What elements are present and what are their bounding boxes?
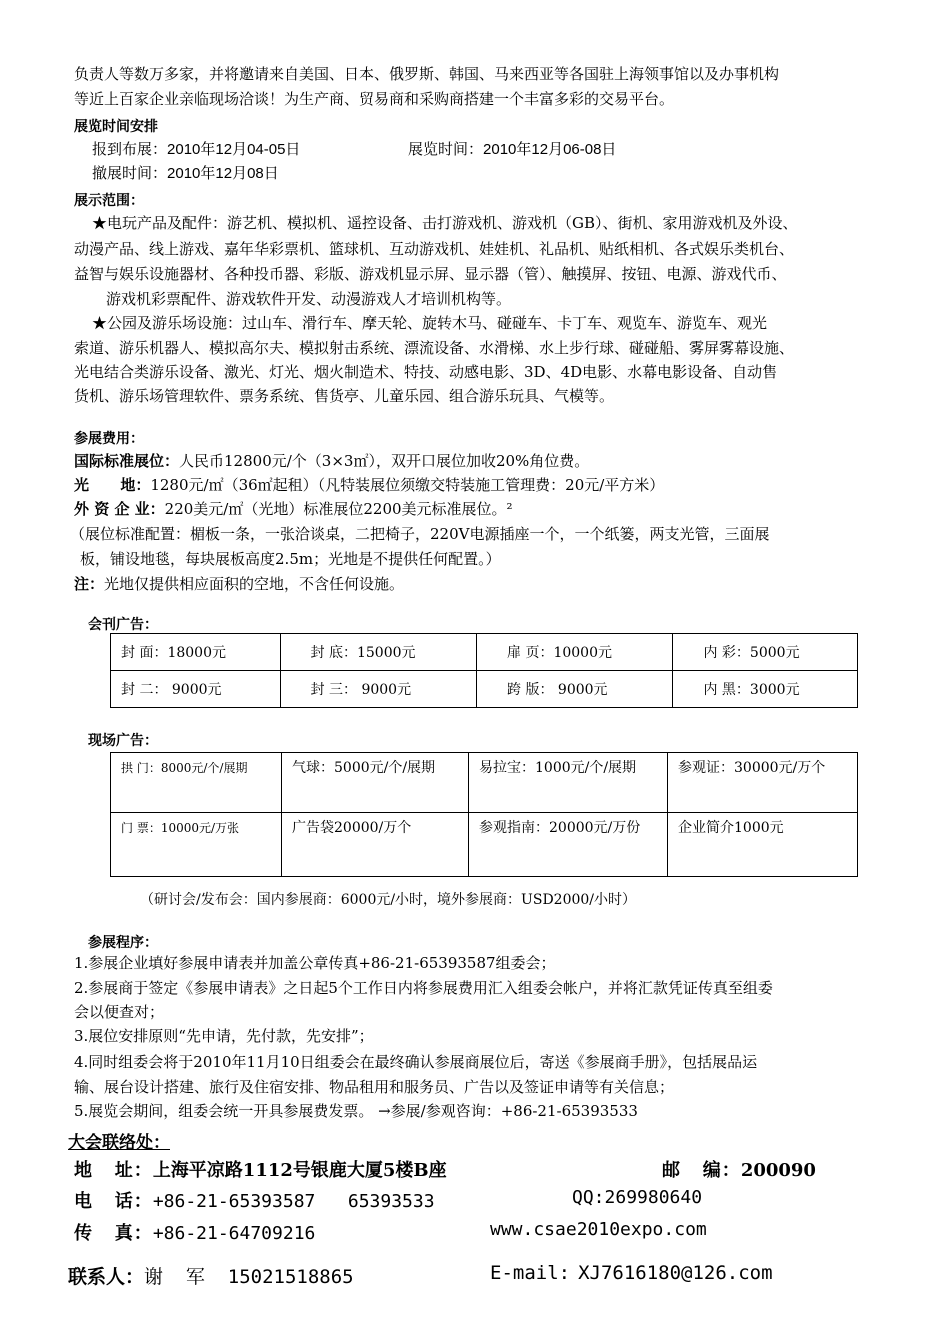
qq-label: QQ: (572, 1187, 605, 1208)
fax-label: 传 真： (74, 1223, 153, 1244)
contact-email[interactable] (490, 1262, 773, 1284)
address-value: 上海平凉路1112号银鹿大厦5楼B座 (152, 1160, 447, 1181)
journal-ads-table (110, 633, 858, 708)
table-cell: 广告袋20000/万个 (282, 813, 469, 877)
checkin-label: 报到布展： (92, 140, 168, 158)
fee-foreign (74, 499, 513, 520)
table-row (111, 634, 858, 671)
fee-raw (74, 475, 664, 496)
fee-intl-label: 国际标准展位： (74, 452, 180, 470)
schedule-teardown (92, 163, 279, 184)
site-ads-heading: 现场广告： (88, 733, 158, 749)
table-cell: 拱 门：8000元/个/展期 (111, 753, 282, 813)
table-cell: 扉 页：10000元 (477, 634, 673, 671)
table-cell: 跨 版： 9000元 (477, 671, 673, 708)
fee-note-value: 光地仅提供相应面积的空地，不含任何设施。 (104, 575, 405, 593)
email-value[interactable]: XJ7616180@126.com (578, 1262, 773, 1284)
table-cell: 封 面：18000元 (111, 634, 281, 671)
fee-foreign-value: 220美元/㎡（光地）标准展位2200美元标准展位。² (164, 500, 513, 518)
scope-para2-line: ★公园及游乐场设施：过山车、滑行车、摩天轮、旋转木马、碰碰车、卡丁车、观览车、游览车、观光 (92, 314, 768, 332)
fax-value: +86-21-64709216 (152, 1223, 316, 1244)
fee-config-line-1: （展位标准配置：楣板一条，一张洽谈桌，二把椅子，220V电源插座一个，一个纸篓，两支光管，三面展 (70, 525, 770, 543)
fees-heading: 参展费用： (74, 431, 144, 447)
procedure-line: 输、展台设计搭建、旅行及住宿安排、物品租用和服务员、广告以及签证申请等有关信息； (74, 1078, 675, 1096)
table-cell: 参观指南：20000元/万份 (469, 813, 668, 877)
intro-line-1: 负责人等数万多家，并将邀请来自美国、日本、俄罗斯、韩国、马来西亚等各国驻上海领事馆以及办事机构 (74, 65, 780, 83)
table-row (111, 753, 858, 813)
postcode-label: 邮 编： (662, 1160, 741, 1181)
procedure-line: 1.参展企业填好参展申请表并加盖公章传真+86-21-65393587组委会； (74, 954, 556, 972)
procedure-line: 5.展览会期间，组委会统一开具参展费发票。 →参展/参观咨询：+86-21-65393533 (74, 1102, 638, 1120)
address-label: 地 址： (74, 1160, 153, 1181)
show-value: 2010年12月06-08日 (483, 141, 617, 158)
fee-intl (74, 451, 589, 472)
contact-postcode (662, 1156, 816, 1182)
scope-para1-line: 动漫产品、线上游戏、嘉年华彩票机、篮球机、互动游戏机、娃娃机、礼品机、贴纸相机、各式娱乐类机台、 (74, 240, 795, 258)
checkin-value: 2010年12月04-05日 (167, 141, 301, 158)
scope-para1-line: ★电玩产品及配件：游艺机、模拟机、遥控设备、击打游戏机、游戏机（GB）、街机、家用游戏机及外设、 (92, 214, 798, 232)
table-row (111, 671, 858, 708)
procedure-line: 会以便查对； (74, 1003, 165, 1021)
table-cell: 封 二： 9000元 (111, 671, 281, 708)
person-value: 谢 军 15021518865 (144, 1266, 354, 1288)
fee-raw-value: 1280元/㎡（36㎡起租）（凡特装展位须缴交特装施工管理费：20元/平方米） (150, 476, 665, 494)
procedure-line: 4.同时组委会将于2010年11月10日组委会在最终确认参展商展位后，寄送《参展商手册》，包括展品运 (74, 1053, 758, 1071)
email-label: E-mail: (490, 1262, 571, 1284)
phone-value: +86-21-65393587 65393533 (152, 1191, 435, 1212)
table-cell: 封 三： 9000元 (280, 671, 476, 708)
scope-para2-line: 索道、游乐机器人、模拟高尔夫、模拟射击系统、漂流设备、水滑梯、水上步行球、碰碰船、雾屏雾幕设施、 (74, 339, 795, 357)
fee-config-line-2: 板，铺设地毯，每块展板高度2.5m；光地是不提供任何配置。） (80, 550, 501, 568)
website-text[interactable]: www.csae2010expo.com (490, 1219, 707, 1240)
scope-para1-line: 益智与娱乐设施器材、各种投币器、彩版、游戏机显示屏、显示器（管）、触摸屏、按钮、电源、游戏代币、 (74, 265, 787, 283)
show-label: 展览时间： (408, 140, 484, 158)
procedure-heading: 参展程序： (88, 935, 158, 951)
table-cell: 易拉宝：1000元/个/展期 (469, 753, 668, 813)
fee-intl-value: 人民币12800元/个（3×3㎡），双开口展位加收20%角位费。 (179, 452, 590, 470)
contact-qq (572, 1187, 702, 1208)
contact-phone (74, 1187, 435, 1213)
table-row (111, 813, 858, 877)
intro-line-2: 等近上百家企业亲临现场洽谈！为生产商、贸易商和采购商搭建一个丰富多彩的交易平台。 (74, 90, 675, 108)
contact-address (74, 1156, 447, 1182)
schedule-heading: 展览时间安排 (74, 119, 158, 135)
table-cell: 内 黑：3000元 (673, 671, 858, 708)
procedure-line: 3.展位安排原则“先申请，先付款，先安排”； (74, 1027, 374, 1045)
contact-heading: 大会联络处： (68, 1133, 170, 1153)
website-link[interactable] (490, 1219, 707, 1240)
table-cell: 门 票：10000元/万张 (111, 813, 282, 877)
table-cell: 内 彩：5000元 (673, 634, 858, 671)
schedule-show (408, 139, 616, 160)
fee-raw-label: 光 地： (74, 476, 151, 494)
teardown-label: 撤展时间： (92, 164, 168, 182)
teardown-value: 2010年12月08日 (167, 165, 279, 182)
table-cell: 参观证：30000元/万个 (668, 753, 858, 813)
phone-label: 电 话： (74, 1191, 153, 1212)
fee-foreign-label: 外 资 企 业： (74, 500, 165, 518)
scope-para1-line: 游戏机彩票配件、游戏软件开发、动漫游戏人才培训机构等。 (106, 290, 512, 308)
scope-para2-line: 货机、游乐场管理软件、票务系统、售货亭、儿童乐园、组合游乐玩具、气模等。 (74, 387, 615, 405)
table-cell: 封 底：15000元 (280, 634, 476, 671)
site-ads-table (110, 752, 858, 877)
scope-para2-line: 光电结合类游乐设备、激光、灯光、烟火制造术、特技、动感电影、3D、4D电影、水幕电影设备、自动售 (74, 363, 778, 381)
table-cell: 气球：5000元/个/展期 (282, 753, 469, 813)
seminar-note: （研讨会/发布会：国内参展商：6000元/小时，境外参展商：USD2000/小时） (140, 892, 637, 908)
schedule-checkin (92, 139, 300, 160)
person-label: 联系人： (68, 1266, 145, 1288)
table-cell: 企业简介1000元 (668, 813, 858, 877)
scope-heading: 展示范围： (74, 193, 144, 209)
contact-person (68, 1262, 354, 1289)
fee-note-label: 注： (74, 575, 105, 593)
procedure-line: 2.参展商于签定《参展申请表》之日起5个工作日内将参展费用汇入组委会帐户，并将汇款凭证传真至组委 (74, 979, 773, 997)
postcode-value: 200090 (740, 1160, 816, 1181)
contact-fax (74, 1219, 315, 1245)
journal-ads-heading: 会刊广告： (88, 617, 158, 633)
fee-note (74, 574, 404, 595)
qq-value: 269980640 (604, 1187, 703, 1208)
